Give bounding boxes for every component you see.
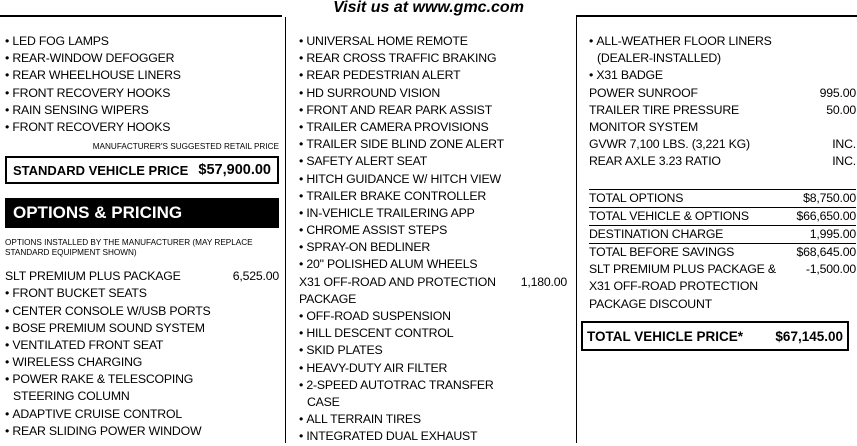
x31-item: • 2-SPEED AUTOTRAC TRANSFER bbox=[299, 377, 570, 394]
total-price-label: TOTAL VEHICLE PRICE* bbox=[587, 328, 744, 344]
gvwr-value: INC. bbox=[832, 137, 856, 152]
package-name: SLT PREMIUM PLUS PACKAGE bbox=[5, 269, 181, 284]
header-rule-right bbox=[576, 15, 857, 17]
summary-value: $68,645.00 bbox=[796, 245, 856, 260]
axle-label: REAR AXLE 3.23 RATIO bbox=[589, 154, 721, 169]
package-item: • POWER RAKE & TELESCOPING bbox=[5, 371, 279, 388]
package-item: • HITCH GUIDANCE W/ HITCH VIEW bbox=[299, 171, 570, 188]
package-items-list bbox=[5, 285, 279, 440]
feature-item: • LED FOG LAMPS bbox=[5, 33, 279, 50]
total-price-box bbox=[581, 321, 849, 351]
package-item: • FRONT AND REAR PARK ASSIST bbox=[299, 102, 570, 119]
package-item: • REAR PEDESTRIAN ALERT bbox=[299, 67, 570, 84]
tpms-row bbox=[589, 102, 856, 119]
summary-row bbox=[589, 225, 856, 243]
package-row bbox=[5, 268, 279, 285]
summary-label: TOTAL VEHICLE & OPTIONS bbox=[589, 208, 749, 223]
feature-item: • REAR-WINDOW DEFOGGER bbox=[5, 50, 279, 67]
x31-item-continued: CASE bbox=[307, 394, 340, 409]
package-item: • TRAILER BRAKE CONTROLLER bbox=[299, 188, 570, 205]
x31-package-name-continued: PACKAGE bbox=[299, 291, 357, 306]
discount-value: -1,500.00 bbox=[805, 262, 856, 277]
summary-value: $66,650.00 bbox=[796, 208, 856, 223]
summary-value: 1,995.00 bbox=[809, 226, 856, 241]
package-item: • WIRELESS CHARGING bbox=[5, 354, 279, 371]
x31-item: • INTEGRATED DUAL EXHAUST bbox=[299, 428, 570, 445]
x31-item: • HEAVY-DUTY AIR FILTER bbox=[299, 360, 570, 377]
package-price: 6,525.00 bbox=[232, 269, 279, 284]
header-rule-left bbox=[0, 15, 282, 17]
options-column bbox=[299, 33, 570, 446]
package-item: • CENTER CONSOLE W/USB PORTS bbox=[5, 303, 279, 320]
msrp-note: MANUFACTURER'S SUGGESTED RETAIL PRICE bbox=[92, 142, 279, 152]
package-item: • IN-VEHICLE TRAILERING APP bbox=[299, 205, 570, 222]
options-note: OPTIONS INSTALLED BY THE MANUFACTURER (MAY REPLACE STANDARD EQUIPMENT SHOWN) bbox=[5, 238, 253, 258]
floor-liners-item: • ALL-WEATHER FLOOR LINERS bbox=[589, 33, 856, 50]
discount-label-continued: PACKAGE DISCOUNT bbox=[589, 296, 712, 311]
spacer bbox=[589, 171, 856, 189]
x31-item: • ALL TERRAIN TIRES bbox=[299, 411, 570, 428]
package-items-list-continued bbox=[299, 33, 570, 274]
sunroof-row bbox=[589, 85, 856, 102]
x31-item: • SKID PLATES bbox=[299, 342, 570, 359]
tpms-price: 50.00 bbox=[826, 102, 856, 117]
package-item: • TRAILER CAMERA PROVISIONS bbox=[299, 119, 570, 136]
axle-value: INC. bbox=[832, 154, 856, 169]
standard-price-box bbox=[5, 156, 279, 184]
package-item: • 20" POLISHED ALUM WHEELS bbox=[299, 256, 570, 273]
package-item: • BOSE PREMIUM SOUND SYSTEM bbox=[5, 320, 279, 337]
package-item: • REAR CROSS TRAFFIC BRAKING bbox=[299, 50, 570, 67]
package-item: • HD SURROUND VISION bbox=[299, 85, 570, 102]
feature-item: • REAR WHEELHOUSE LINERS bbox=[5, 67, 279, 84]
package-item: • REAR SLIDING POWER WINDOW bbox=[5, 423, 279, 440]
options-heading: OPTIONS & PRICING bbox=[5, 198, 279, 228]
tpms-label-continued: MONITOR SYSTEM bbox=[589, 119, 699, 134]
package-item-continued: STEERING COLUMN bbox=[13, 389, 130, 404]
feature-item: • FRONT RECOVERY HOOKS bbox=[5, 119, 279, 136]
website-text: Visit us at www.gmc.com bbox=[333, 0, 524, 16]
discount-label-continued: X31 OFF-ROAD PROTECTION bbox=[589, 279, 758, 294]
column-divider-right bbox=[576, 17, 577, 443]
summary-label: TOTAL BEFORE SAVINGS bbox=[589, 245, 735, 260]
package-item: • ADAPTIVE CRUISE CONTROL bbox=[5, 406, 279, 423]
package-item: • UNIVERSAL HOME REMOTE bbox=[299, 33, 570, 50]
summary-row bbox=[589, 207, 856, 225]
sunroof-label: POWER SUNROOF bbox=[589, 85, 698, 100]
badge-item: • X31 BADGE bbox=[589, 67, 856, 84]
package-item: • SPRAY-ON BEDLINER bbox=[299, 239, 570, 256]
floor-liners-note: (DEALER-INSTALLED) bbox=[597, 51, 721, 66]
x31-item: • HILL DESCENT CONTROL bbox=[299, 325, 570, 342]
summary-value: $8,750.00 bbox=[803, 190, 856, 205]
x31-item: • OFF-ROAD SUSPENSION bbox=[299, 308, 570, 325]
feature-item: • RAIN SENSING WIPERS bbox=[5, 102, 279, 119]
column-divider-left bbox=[285, 17, 286, 443]
standard-features-column bbox=[5, 33, 279, 440]
x31-items-list bbox=[299, 308, 570, 446]
standard-price-label: STANDARD VEHICLE PRICE bbox=[13, 162, 189, 178]
total-price-value: $67,145.00 bbox=[775, 328, 843, 344]
standard-features-list bbox=[5, 33, 279, 136]
gvwr-label: GVWR 7,100 LBS. (3,221 KG) bbox=[589, 137, 750, 152]
tpms-label: TRAILER TIRE PRESSURE bbox=[589, 102, 740, 117]
x31-package-price: 1,180.00 bbox=[520, 274, 567, 289]
package-item: • SAFETY ALERT SEAT bbox=[299, 153, 570, 170]
summary-label: TOTAL OPTIONS bbox=[589, 190, 684, 205]
package-item: • FRONT BUCKET SEATS bbox=[5, 285, 279, 302]
package-item: • VENTILATED FRONT SEAT bbox=[5, 337, 279, 354]
axle-row bbox=[589, 153, 856, 170]
summary-label: DESTINATION CHARGE bbox=[589, 226, 724, 241]
total-price-wrapper bbox=[581, 321, 849, 351]
discount-row bbox=[589, 261, 856, 278]
feature-item: • FRONT RECOVERY HOOKS bbox=[5, 85, 279, 102]
gvwr-row bbox=[589, 136, 856, 153]
package-item: • CHROME ASSIST STEPS bbox=[299, 222, 570, 239]
x31-package-row bbox=[299, 274, 567, 291]
discount-label: SLT PREMIUM PLUS PACKAGE & bbox=[589, 262, 776, 277]
price-summary bbox=[589, 189, 856, 313]
x31-package-name: X31 OFF-ROAD AND PROTECTION bbox=[299, 274, 496, 289]
summary-row bbox=[589, 189, 856, 207]
summary-column bbox=[589, 33, 856, 313]
package-item: • TRAILER SIDE BLIND ZONE ALERT bbox=[299, 136, 570, 153]
summary-row bbox=[589, 243, 856, 261]
standard-price-value: $57,900.00 bbox=[198, 162, 271, 179]
sunroof-price: 995.00 bbox=[819, 85, 856, 100]
